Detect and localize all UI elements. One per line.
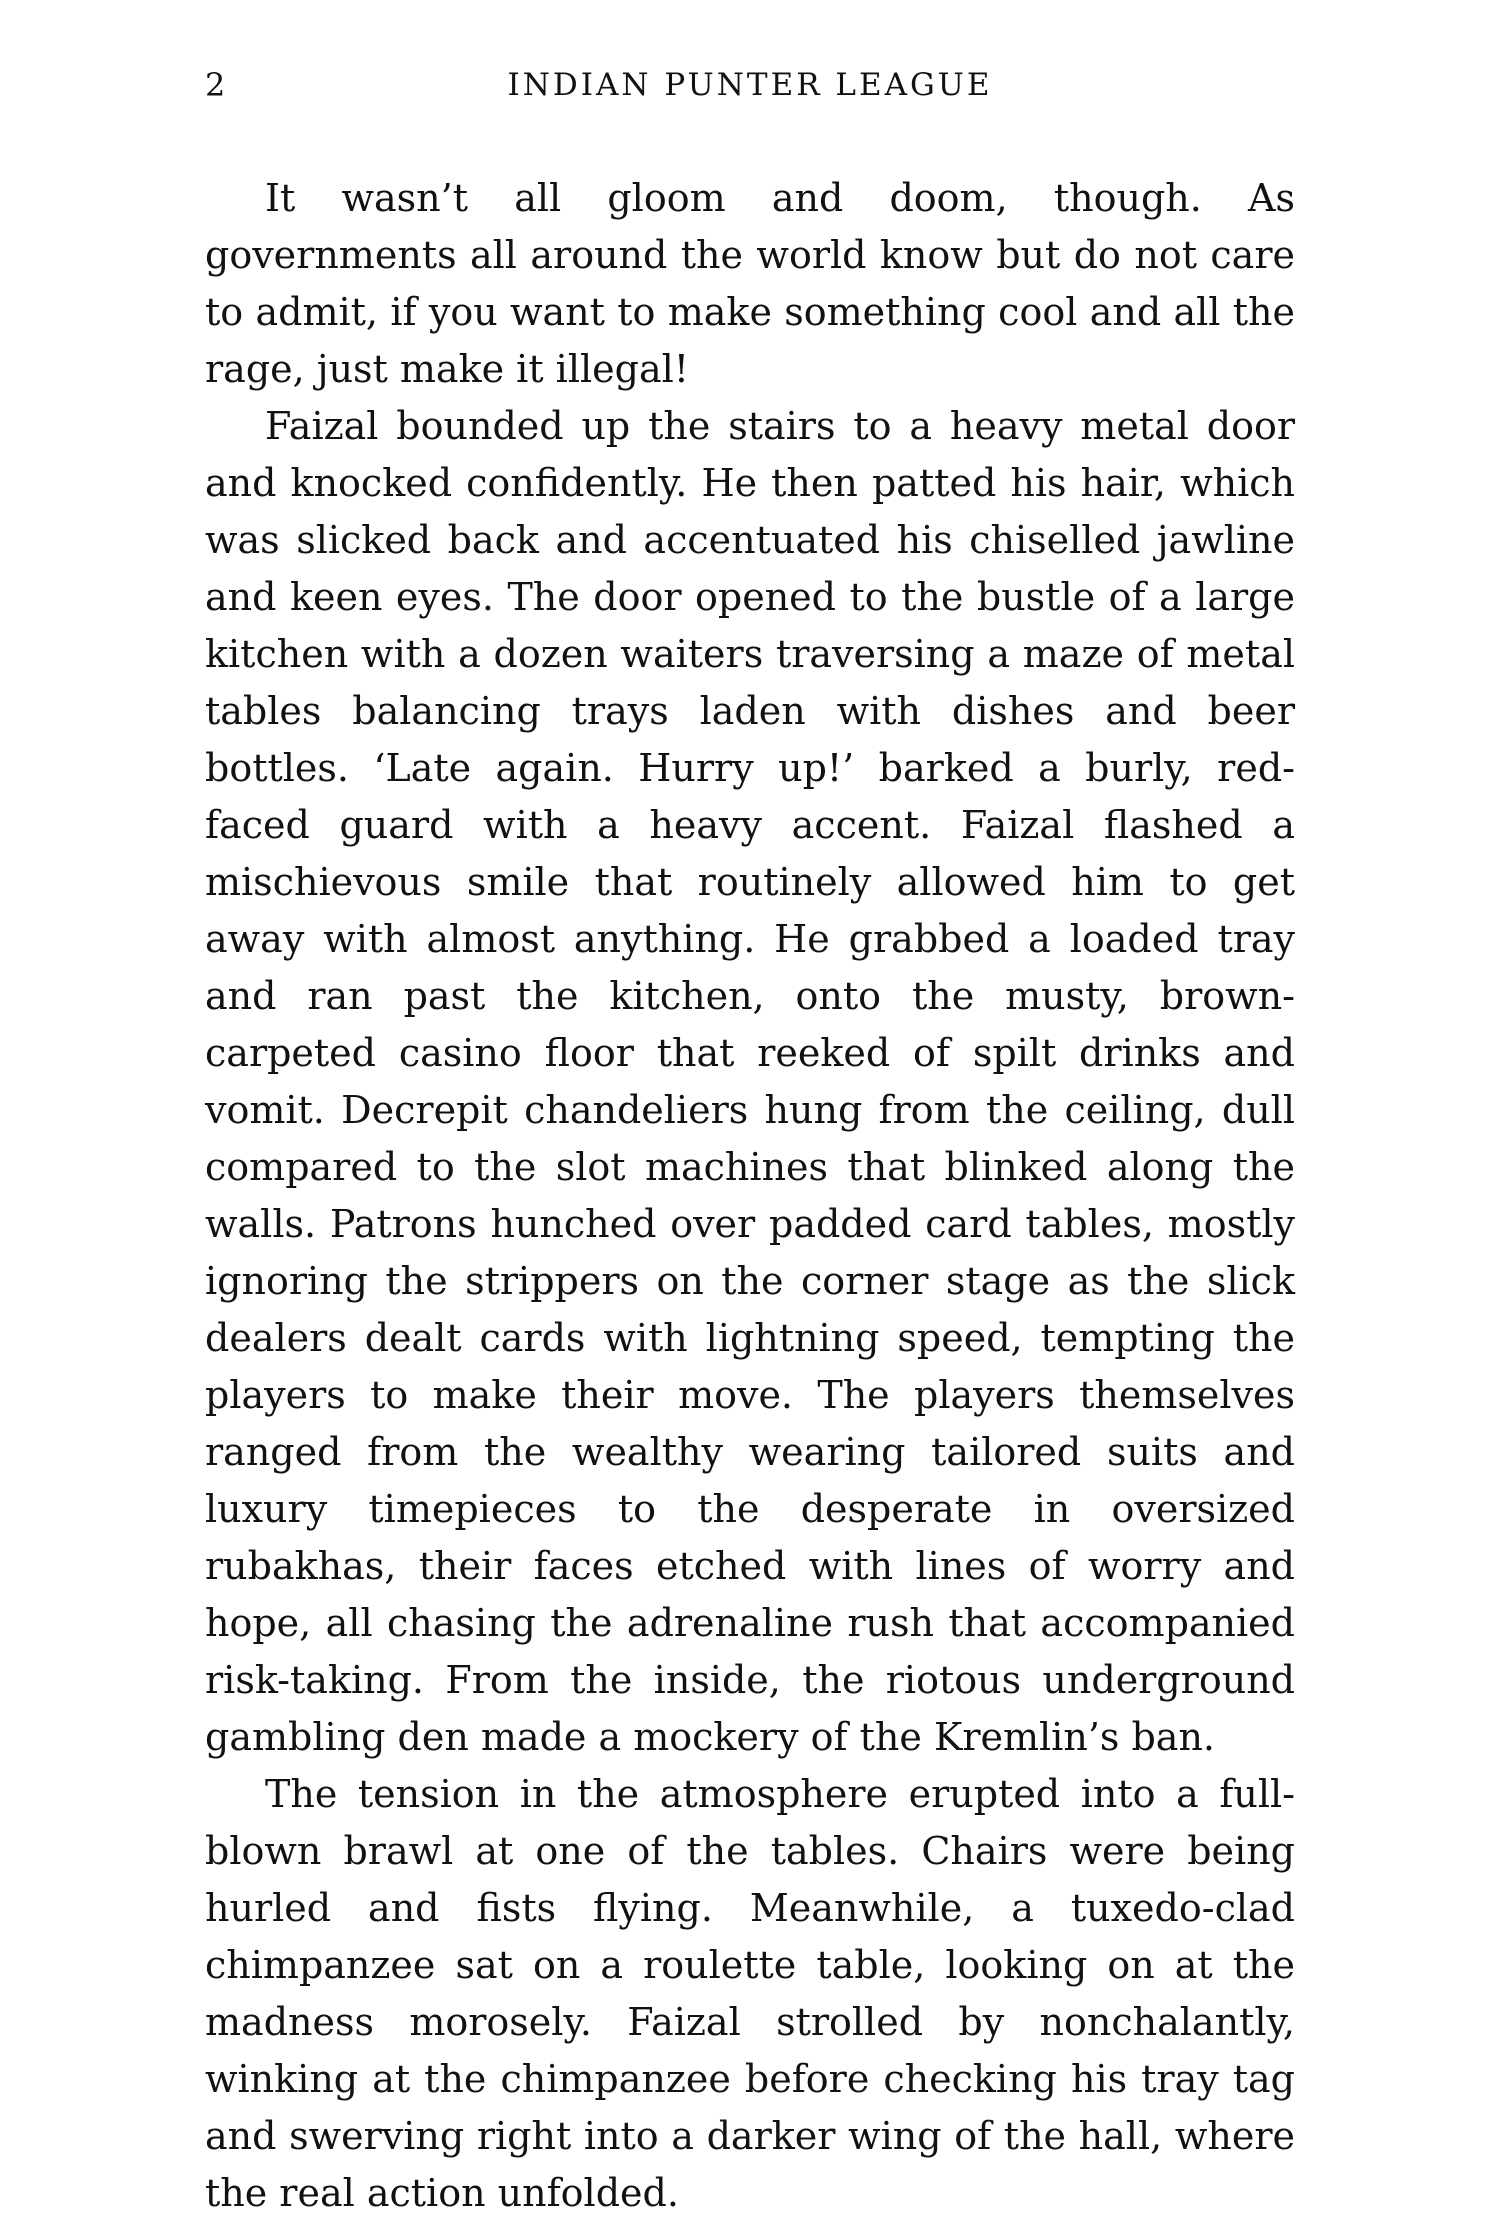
- paragraph: The tension in the atmosphere erupted into a full-blown brawl at one of the tables. Chairs were being hurled and fists flying. Meanwhile, a tuxedo-clad chimpanzee sat on a roulette table, looking on at the madness morosely. Faizal strolled by nonchalantly, winking at the chimpanzee before checking his tray tag and swerving right into a darker wing of the hall, where the real action unfolded.: [205, 1772, 1295, 2215]
- paragraph: It wasn’t all gloom and doom, though. As governments all around the world know but do not care to admit, if you want to make something cool and all the rage, just make it illegal!: [205, 176, 1295, 391]
- running-head: [205, 60, 1295, 110]
- book-title: INDIAN PUNTER LEAGUE: [507, 67, 993, 103]
- page-number: 2: [205, 66, 226, 104]
- paragraph: Faizal bounded up the stairs to a heavy metal door and knocked confidently. He then patted his hair, which was slicked back and accentuated his chiselled jawline and keen eyes. The door opened to the bustle of a large kitchen with a dozen waiters traversing a maze of metal tables balancing trays laden with dishes and beer bottles. ‘Late again. Hurry up!’ barked a burly, red-faced guard with a heavy accent. Faizal flashed a mischievous smile that routinely allowed him to get away with almost anything. He grabbed a loaded tray and ran past the kitchen, onto the musty, brown-carpeted casino floor that reeked of spilt drinks and vomit. Decrepit chandeliers hung from the ceiling, dull compared to the slot machines that blinked along the walls. Patrons hunched over padded card tables, mostly ignoring the strippers on the corner stage as the slick dealers dealt cards with lightning speed, tempting the players to make their move. The players themselves ranged from the wealthy wearing tailored suits and luxury timepieces to the desperate in oversized rubakhas, their faces etched with lines of worry and hope, all chasing the adrenaline rush that accompanied risk-taking. From the inside, the riotous underground gambling den made a mockery of the Kremlin’s ban.: [205, 404, 1295, 1759]
- body-text: [205, 170, 1295, 2222]
